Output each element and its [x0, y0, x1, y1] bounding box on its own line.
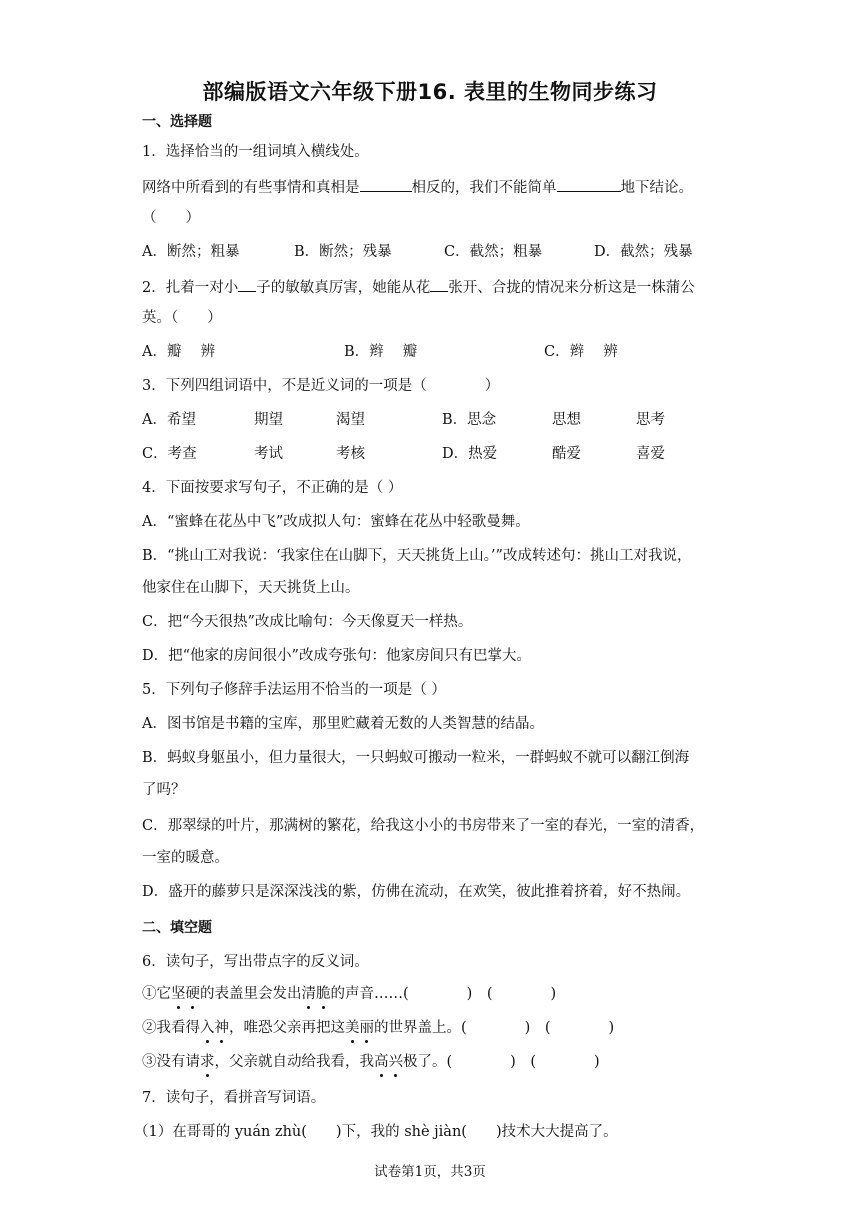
question-4-stem: 4．下面按要求写句子，不正确的是（ ） [142, 480, 403, 496]
dotted-char: 兴 [388, 1054, 403, 1070]
q4-option-b-cont: 他家住在山脚下，天天挑货上山。 [142, 580, 360, 596]
question-6-stem: 6．读句子，写出带点字的反义词。 [142, 954, 369, 970]
q6-sentence-1[interactable] [142, 984, 556, 1004]
dotted-char: 美 [345, 1020, 360, 1036]
page-footer: 试卷第1页，共3页 [374, 1164, 486, 1180]
q6-s3-pre: ③没有请 [142, 1054, 200, 1070]
q1-option-b[interactable]: B．断然；残暴 [294, 244, 392, 260]
q3-option-b[interactable]: B．思念 [442, 412, 497, 428]
q4-option-d[interactable]: D．把“他家的房间很小”改成夸张句：他家房间只有巴掌大。 [142, 648, 531, 664]
q6-s2-answers[interactable]: 的世界盖上。( ) ( ) [374, 1020, 615, 1036]
q3-option-c-word2: 考试 [254, 446, 283, 462]
question-7-stem: 7．读句子，看拼音写词语。 [142, 1090, 326, 1106]
q6-s1-pre: ①它 [142, 986, 171, 1002]
q7-sentence-1[interactable]: （1）在哥哥的 yuán zhù( )下，我的 shè jiàn( )技术大大提高了。 [134, 1124, 618, 1140]
q3-option-d-word3: 喜爱 [636, 446, 665, 462]
section-heading-fill: 二、填空题 [142, 920, 212, 936]
q5-option-a[interactable]: A．图书馆是书籍的宝库，那里贮藏着无数的人类智慧的结晶。 [142, 716, 544, 732]
q5-option-b[interactable]: B．蚂蚁身躯虽小，但力量很大，一只蚂蚁可搬动一粒米，一群蚂蚁不就可以翻江倒海 [142, 750, 690, 766]
q2-option-a[interactable]: A．瓣 辨 [142, 344, 216, 360]
section-heading-choice: 一、选择题 [142, 114, 212, 130]
q3-option-b-word2: 思想 [552, 412, 581, 428]
q6-s2-mid: ，唯恐父亲再把这 [229, 1020, 345, 1036]
dotted-char: 清 [301, 986, 316, 1002]
dotted-char: 坚 [171, 986, 186, 1002]
q4-option-a[interactable]: A．“蜜蜂在花丛中飞”改成拟人句：蜜蜂在花丛中轻歌曼舞。 [142, 514, 530, 530]
dotted-char: 高 [374, 1054, 389, 1070]
question-3-stem: 3．下列四组词语中，不是近义词的一项是（ ） [142, 378, 500, 394]
q3-option-c-word3: 考核 [336, 446, 365, 462]
fill-blank-1[interactable] [360, 176, 412, 192]
fill-blank-4[interactable] [430, 276, 448, 292]
q6-sentence-3[interactable] [142, 1052, 600, 1072]
q4-option-c[interactable]: C．把“今天很热”改成比喻句：今天像夏天一样热。 [142, 614, 473, 630]
q3-option-a[interactable]: A．希望 [142, 412, 196, 428]
q5-option-c[interactable]: C．那翠绿的叶片，那满树的繁花，给我这小小的书房带来了一室的春光，一室的清香， [142, 818, 705, 834]
question-1-stem: 1．选择恰当的一组词填入横线处。 [142, 144, 369, 160]
q6-s1-answers[interactable]: 的声音……( ) ( ) [330, 986, 557, 1002]
q1-option-c[interactable]: C．截然；粗暴 [444, 244, 543, 260]
q3-option-b-word3: 思考 [636, 412, 665, 428]
dotted-char: 脆 [316, 986, 331, 1002]
q3-option-a-word3: 渴望 [336, 412, 365, 428]
dotted-char: 丽 [359, 1020, 374, 1036]
q3-option-d[interactable]: D．热爱 [442, 446, 498, 462]
q6-s3-mid: ，父亲就自动给我看，我 [214, 1054, 374, 1070]
q2-option-b[interactable]: B．辫 瓣 [344, 344, 418, 360]
q2-option-c[interactable]: C．辫 辨 [544, 344, 618, 360]
q1-option-a[interactable]: A．断然；粗暴 [142, 244, 240, 260]
q1-sentence-part-b: 相反的，我们不能简单 [411, 180, 557, 196]
q5-option-b-cont: 了吗？ [142, 782, 186, 798]
q3-option-c[interactable]: C．考查 [142, 446, 197, 462]
q1-sentence-part-a: 网络中所看到的有些事情和真相是 [142, 180, 360, 196]
q2-stem-part-a: 2．扎着一对小 [142, 280, 239, 296]
q6-s2-pre: ②我看得 [142, 1020, 200, 1036]
q6-s3-answers[interactable]: 极了。( ) ( ) [403, 1054, 600, 1070]
dotted-char: 神 [214, 1020, 229, 1036]
q6-s1-mid: 的表盖里会发出 [200, 986, 302, 1002]
q2-stem-part-c: 张开、合拢的情况来分析这是一株蒲公 [448, 280, 695, 296]
dotted-char: 求 [200, 1054, 215, 1070]
question-1-sentence [142, 176, 693, 198]
q4-option-b[interactable]: B．“挑山工对我说：‘我家住在山脚下，天天挑货上山。’”改成转述句：挑山工对我说， [142, 548, 692, 564]
q1-sentence-part-c: 地下结论。 [620, 180, 693, 196]
dotted-char: 硬 [185, 986, 200, 1002]
q3-option-d-word2: 酷爱 [552, 446, 581, 462]
q5-option-c-cont: 一室的暖意。 [142, 850, 229, 866]
question-1-answer-paren: （ ） [142, 210, 200, 226]
fill-blank-3[interactable] [238, 276, 256, 292]
q6-sentence-2[interactable] [142, 1018, 614, 1038]
q1-option-d[interactable]: D．截然；残暴 [594, 244, 693, 260]
q3-option-a-word2: 期望 [254, 412, 283, 428]
q5-option-d[interactable]: D．盛开的藤萝只是深深浅浅的紫，仿佛在流动，在欢笑，彼此推着挤着，好不热闹。 [142, 884, 691, 900]
dotted-char: 入 [200, 1020, 215, 1036]
question-2-stem [142, 276, 695, 298]
page-title: 部编版语文六年级下册16. 表里的生物同步练习 [202, 80, 658, 104]
q2-stem-part-b: 子的敏敏真厉害，她能从花 [256, 280, 431, 296]
question-2-stem-line2: 英。（ ） [142, 310, 222, 326]
question-5-stem: 5．下列句子修辞手法运用不恰当的一项是（ ） [142, 682, 446, 698]
fill-blank-2[interactable] [557, 176, 621, 192]
